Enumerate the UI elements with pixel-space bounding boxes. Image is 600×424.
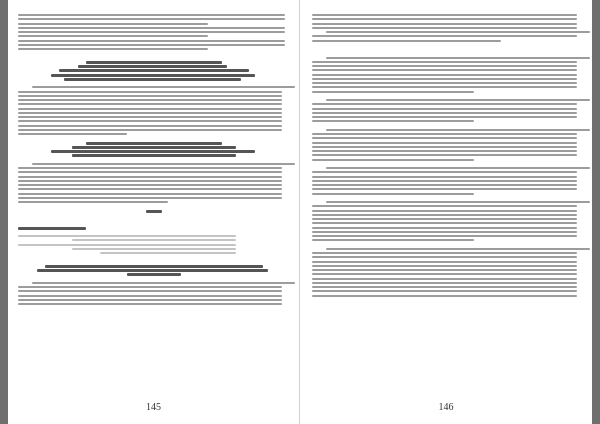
text-line bbox=[32, 86, 296, 88]
text-line bbox=[312, 282, 577, 284]
text-line bbox=[312, 252, 577, 254]
text-line bbox=[312, 193, 474, 195]
text-line bbox=[312, 269, 577, 271]
text-line bbox=[18, 27, 285, 29]
text-line bbox=[312, 286, 577, 288]
text-line bbox=[326, 248, 591, 250]
text-line bbox=[312, 112, 577, 114]
text-line bbox=[18, 180, 282, 182]
text-line bbox=[37, 269, 268, 272]
right-page-text-area bbox=[312, 14, 582, 400]
text-line bbox=[312, 227, 577, 229]
text-line bbox=[312, 146, 577, 148]
text-line bbox=[18, 31, 285, 33]
text-line bbox=[312, 78, 577, 80]
text-line bbox=[51, 150, 255, 153]
text-line bbox=[86, 61, 222, 64]
text-line bbox=[312, 86, 577, 88]
text-line bbox=[312, 74, 577, 76]
text-line bbox=[18, 35, 208, 37]
text-line bbox=[18, 44, 285, 46]
text-line bbox=[326, 129, 591, 131]
text-line bbox=[18, 184, 282, 186]
text-line bbox=[72, 248, 235, 250]
text-line bbox=[18, 129, 282, 131]
right-page-number: 146 bbox=[438, 402, 454, 413]
left-page-text-area bbox=[18, 14, 290, 400]
text-line bbox=[326, 57, 591, 59]
text-line bbox=[18, 188, 282, 190]
text-line bbox=[312, 133, 577, 135]
text-line bbox=[312, 265, 577, 267]
text-line bbox=[312, 108, 577, 110]
text-line bbox=[312, 154, 577, 156]
text-line bbox=[18, 103, 282, 105]
text-line bbox=[18, 108, 282, 110]
right-page bbox=[300, 0, 592, 424]
text-line bbox=[312, 273, 577, 275]
text-line bbox=[312, 142, 577, 144]
text-line bbox=[18, 40, 285, 42]
text-line bbox=[312, 14, 577, 16]
text-line bbox=[18, 112, 282, 114]
text-line bbox=[326, 201, 591, 203]
text-line bbox=[18, 23, 208, 25]
text-line bbox=[326, 31, 591, 33]
text-line bbox=[18, 120, 282, 122]
text-line bbox=[312, 35, 577, 37]
text-line bbox=[18, 286, 282, 288]
text-line bbox=[312, 23, 577, 25]
text-line bbox=[312, 278, 577, 280]
text-line bbox=[312, 184, 577, 186]
text-line bbox=[312, 295, 577, 297]
text-line bbox=[72, 146, 235, 149]
text-line bbox=[312, 261, 577, 263]
text-line bbox=[312, 171, 577, 173]
text-line bbox=[18, 48, 208, 50]
text-line bbox=[18, 201, 168, 203]
text-line bbox=[18, 95, 282, 97]
text-line bbox=[18, 176, 282, 178]
text-line bbox=[312, 159, 474, 161]
text-line bbox=[45, 265, 263, 268]
text-line bbox=[326, 167, 591, 169]
text-line bbox=[146, 210, 162, 213]
text-line bbox=[312, 222, 577, 224]
text-line bbox=[72, 154, 235, 157]
text-line bbox=[312, 116, 577, 118]
text-line bbox=[18, 133, 127, 135]
text-line bbox=[312, 188, 577, 190]
text-line bbox=[326, 99, 591, 101]
text-line bbox=[312, 103, 577, 105]
text-line bbox=[18, 116, 282, 118]
text-line bbox=[312, 27, 577, 29]
text-line bbox=[72, 239, 235, 241]
text-line bbox=[312, 235, 577, 237]
text-line bbox=[18, 18, 285, 20]
text-line bbox=[51, 74, 255, 77]
text-line bbox=[312, 239, 474, 241]
left-page bbox=[8, 0, 299, 424]
text-line bbox=[312, 65, 577, 67]
text-line bbox=[18, 235, 236, 237]
text-line bbox=[100, 252, 236, 254]
text-line bbox=[312, 18, 577, 20]
text-line bbox=[312, 205, 577, 207]
text-line bbox=[312, 69, 577, 71]
text-line bbox=[312, 120, 474, 122]
text-line bbox=[312, 290, 577, 292]
text-line bbox=[18, 193, 282, 195]
text-line bbox=[18, 197, 282, 199]
text-line bbox=[18, 99, 282, 101]
text-line bbox=[18, 14, 285, 16]
text-line bbox=[312, 214, 577, 216]
text-line bbox=[18, 167, 282, 169]
text-line bbox=[312, 61, 577, 63]
text-line bbox=[312, 91, 474, 93]
text-line bbox=[312, 137, 577, 139]
text-line bbox=[18, 295, 282, 297]
text-line bbox=[64, 78, 241, 81]
text-line bbox=[86, 142, 222, 145]
text-line bbox=[18, 171, 282, 173]
text-line bbox=[18, 125, 282, 127]
left-page-number: 145 bbox=[146, 402, 161, 413]
text-line bbox=[312, 150, 577, 152]
text-line bbox=[18, 227, 86, 230]
text-line bbox=[18, 290, 282, 292]
text-line bbox=[78, 65, 228, 68]
text-line bbox=[18, 244, 236, 246]
text-line bbox=[18, 91, 282, 93]
text-line bbox=[312, 218, 577, 220]
text-line bbox=[312, 256, 577, 258]
text-line bbox=[312, 210, 577, 212]
text-line bbox=[312, 176, 577, 178]
text-line bbox=[59, 69, 249, 72]
text-line bbox=[312, 40, 501, 42]
text-line bbox=[18, 303, 282, 305]
text-line bbox=[312, 180, 577, 182]
text-line bbox=[18, 299, 282, 301]
text-line bbox=[32, 163, 296, 165]
text-line bbox=[312, 231, 577, 233]
journal-spread bbox=[8, 0, 592, 424]
text-line bbox=[127, 273, 181, 276]
text-line bbox=[312, 82, 577, 84]
text-line bbox=[32, 282, 296, 284]
